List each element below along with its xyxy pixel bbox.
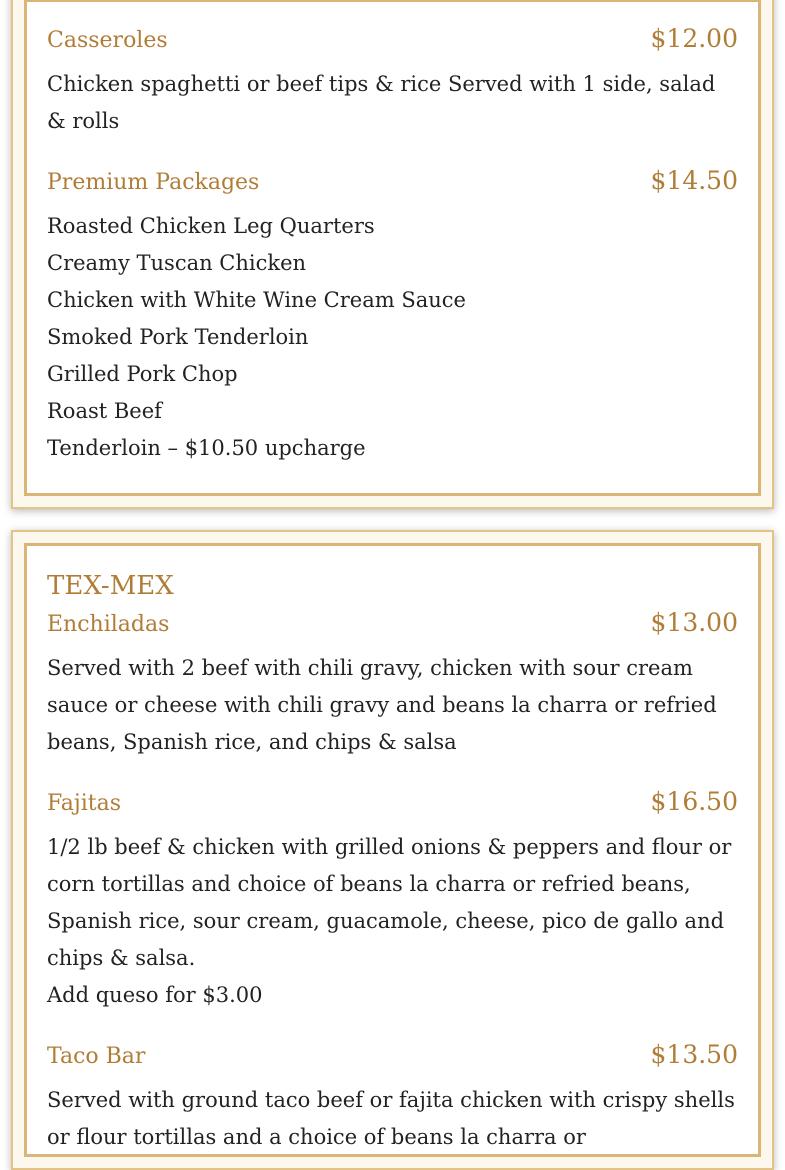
- item-description: Served with ground taco beef or fajita chicken with crispy shells or flour tortillas and a choice of beans la charra or: [47, 1088, 735, 1149]
- menu-item-enchiladas: [47, 608, 738, 761]
- item-price: $16.50: [650, 787, 738, 816]
- menu-card-1: [11, 0, 774, 509]
- item-name: Taco Bar: [47, 1044, 146, 1069]
- item-name: Enchiladas: [47, 612, 170, 637]
- section-title: TEX-MEX: [47, 571, 174, 601]
- menu-item-premium-packages: [47, 166, 738, 467]
- item-name: Casseroles: [47, 28, 168, 53]
- list-item: Smoked Pork Tenderloin: [47, 325, 309, 349]
- item-price: $13.50: [650, 1040, 738, 1069]
- list-item: Tenderloin – $10.50 upcharge: [47, 436, 366, 460]
- list-item: Roasted Chicken Leg Quarters: [47, 214, 375, 238]
- menu-item-casseroles: [47, 2, 738, 140]
- item-price: $12.00: [650, 24, 738, 53]
- item-description: Chicken spaghetti or beef tips & rice Served with 1 side, salad & rolls: [47, 72, 716, 133]
- list-item: Creamy Tuscan Chicken: [47, 251, 307, 275]
- item-name: Premium Packages: [47, 170, 260, 195]
- item-price: $14.50: [650, 166, 738, 195]
- menu-card-2: [11, 530, 774, 1170]
- section-heading: [47, 568, 738, 604]
- menu-item-fajitas: [47, 787, 738, 1014]
- list-item: Roast Beef: [47, 399, 162, 423]
- menu-item-taco-bar: [47, 1040, 738, 1156]
- item-price: $13.00: [650, 608, 738, 637]
- item-name: Fajitas: [47, 791, 121, 816]
- menu-card-1-inner: [24, 0, 761, 496]
- item-note: Add queso for $3.00: [47, 983, 263, 1007]
- item-line-list: [47, 208, 738, 467]
- list-item: Grilled Pork Chop: [47, 362, 238, 386]
- menu-card-2-inner: [24, 543, 761, 1157]
- item-description: Served with 2 beef with chili gravy, chicken with sour cream sauce or cheese with chili gravy and beans la charra or refried beans, Spanish rice, and chips & salsa: [47, 656, 717, 754]
- item-description: 1/2 lb beef & chicken with grilled onions & peppers and flour or corn tortillas and choice of beans la charra or refried beans, Spanish rice, sour cream, guacamole, cheese, pico de gallo and chips & salsa.: [47, 835, 732, 970]
- list-item: Chicken with White Wine Cream Sauce: [47, 288, 466, 312]
